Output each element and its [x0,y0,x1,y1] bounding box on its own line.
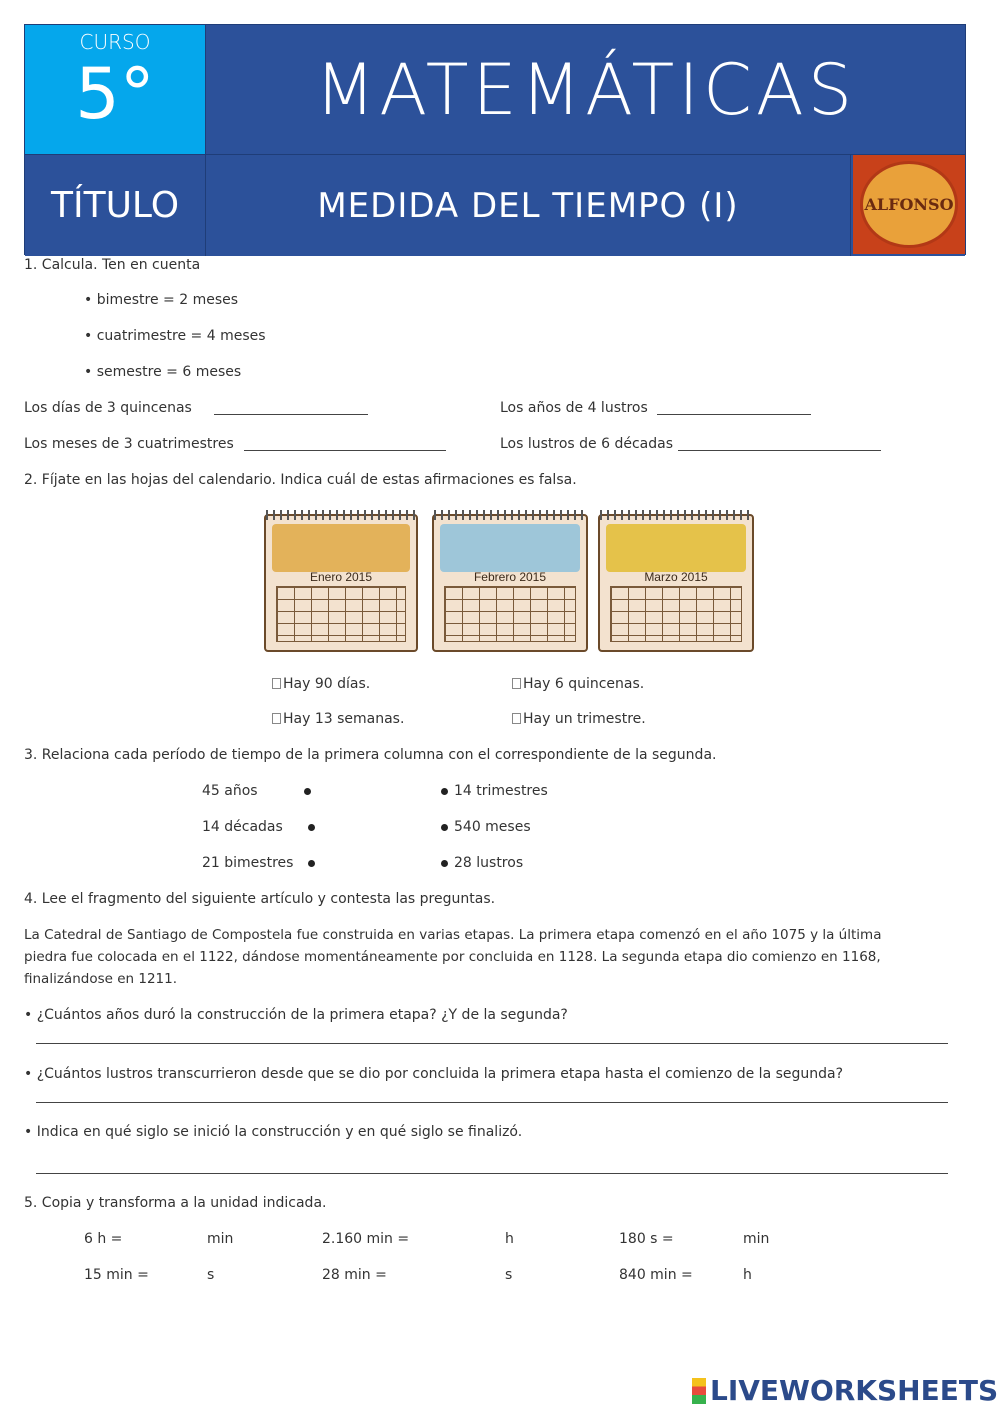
calendar-grid [444,586,576,642]
ex5-unit: h [743,1267,752,1283]
ex2-option-label: Hay 6 quincenas. [523,676,645,692]
calendar-month-label: Febrero 2015 [473,570,547,584]
ex5-expression: 840 min = [619,1267,693,1283]
ex2-heading: 2. Fíjate en las hojas del calendario. Indica cuál de estas afirmaciones es falsa. [24,472,577,488]
calendar-rings [600,510,752,520]
ex5-expression: 15 min = [84,1267,149,1283]
calendar-march [598,514,754,652]
ex5-expression: 2.160 min = [322,1231,410,1247]
title-label: TÍTULO [25,155,206,256]
school-logo [851,155,965,256]
ex1-question: Los meses de 3 cuatrimestres [24,436,234,452]
ex5-unit: min [743,1231,770,1247]
calendar-grid [610,586,742,642]
subject-title: MATEMÁTICAS [206,25,965,155]
ex4-paragraph-line: La Catedral de Santiago de Compostela fue construida en varias etapas. La primera etapa comenzó en el año 1075 y la última [24,927,882,943]
course-number: 5° [75,53,155,135]
ex5-unit: s [207,1267,215,1283]
ex1-bullet: • cuatrimestre = 4 meses [84,328,266,344]
liveworksheets-icon [692,1378,706,1404]
calendar-february [432,514,588,652]
logo-emblem: ALFONSO [860,161,958,248]
ex2-option[interactable] [512,676,644,692]
ex5-unit: min [207,1231,234,1247]
ex4-question: • ¿Cuántos años duró la construcción de la primera etapa? ¿Y de la segunda? [24,1007,568,1023]
ex3-right-item: 28 lustros [454,855,524,871]
ex1-answer-field[interactable] [244,450,446,451]
checkbox-icon[interactable] [512,713,521,724]
ex1-question: Los lustros de 6 décadas [500,436,674,452]
ex2-option-label: Hay 13 semanas. [283,711,405,727]
course-box [25,25,206,155]
checkbox-icon[interactable] [272,678,281,689]
ex1-question: Los días de 3 quincenas [24,400,192,416]
calendar-grid [276,586,406,642]
calendar-illustration [272,524,410,572]
ex5-unit: h [505,1231,514,1247]
ex3-right-dot[interactable] [441,860,448,867]
course-label: CURSO [79,30,151,54]
calendar-illustration [606,524,746,572]
calendar-january [264,514,418,652]
ex3-right-item: 14 trimestres [454,783,548,799]
checkbox-icon[interactable] [272,713,281,724]
ex1-question: Los años de 4 lustros [500,400,648,416]
ex1-answer-field[interactable] [214,414,368,415]
ex5-unit: s [505,1267,513,1283]
ex2-option-label: Hay un trimestre. [523,711,646,727]
ex2-option[interactable] [272,676,370,692]
ex1-answer-field[interactable] [678,450,881,451]
ex5-expression: 6 h = [84,1231,123,1247]
ex3-left-item: 21 bimestres [202,855,294,871]
ex4-answer-field[interactable] [36,1173,948,1174]
ex5-expression: 28 min = [322,1267,387,1283]
calendar-rings [266,510,416,520]
ex3-left-dot[interactable] [304,788,311,795]
ex3-right-dot[interactable] [441,824,448,831]
logo-badge [853,155,965,254]
calendar-rings [434,510,586,520]
ex3-right-item: 540 meses [454,819,531,835]
ex1-answer-field[interactable] [657,414,811,415]
ex4-question: • Indica en qué siglo se inició la construcción y en qué siglo se finalizó. [24,1124,523,1140]
ex4-answer-field[interactable] [36,1102,948,1103]
ex3-heading: 3. Relaciona cada período de tiempo de la primera columna con el correspondiente de la segunda. [24,747,717,763]
ex2-option-label: Hay 90 días. [283,676,371,692]
calendar-month-label: Enero 2015 [309,570,373,584]
ex3-right-dot[interactable] [441,788,448,795]
ex4-paragraph-line: finalizándose en 1211. [24,971,178,987]
liveworksheets-wordmark: LIVEWORKSHEETS [710,1374,999,1407]
ex5-heading: 5. Copia y transforma a la unidad indicada. [24,1195,327,1211]
ex3-left-item: 14 décadas [202,819,283,835]
ex2-option[interactable] [272,711,404,727]
ex1-bullet: • bimestre = 2 meses [84,292,239,308]
ex3-left-dot[interactable] [308,824,315,831]
liveworksheets-brand[interactable] [692,1374,998,1407]
ex4-answer-field[interactable] [36,1043,948,1044]
ex4-heading: 4. Lee el fragmento del siguiente artículo y contesta las preguntas. [24,891,496,907]
ex3-left-dot[interactable] [308,860,315,867]
worksheet-header [24,24,966,255]
calendar-month-label: Marzo 2015 [644,570,708,584]
ex4-paragraph-line: piedra fue colocada en el 1122, dándose momentáneamente por concluida en 1128. La segunda etapa dio comienzo en 1168, [24,949,881,965]
ex2-option[interactable] [512,711,646,727]
ex5-expression: 180 s = [619,1231,674,1247]
ex3-left-item: 45 años [202,783,258,799]
ex1-bullet: • semestre = 6 meses [84,364,242,380]
ex4-question: • ¿Cuántos lustros transcurrieron desde que se dio por concluida la primera etapa hasta el comienzo de la segunda? [24,1066,844,1082]
worksheet-title: MEDIDA DEL TIEMPO (I) [206,155,851,256]
calendar-illustration [440,524,580,572]
ex1-heading: 1. Calcula. Ten en cuenta [24,257,201,273]
checkbox-icon[interactable] [512,678,521,689]
